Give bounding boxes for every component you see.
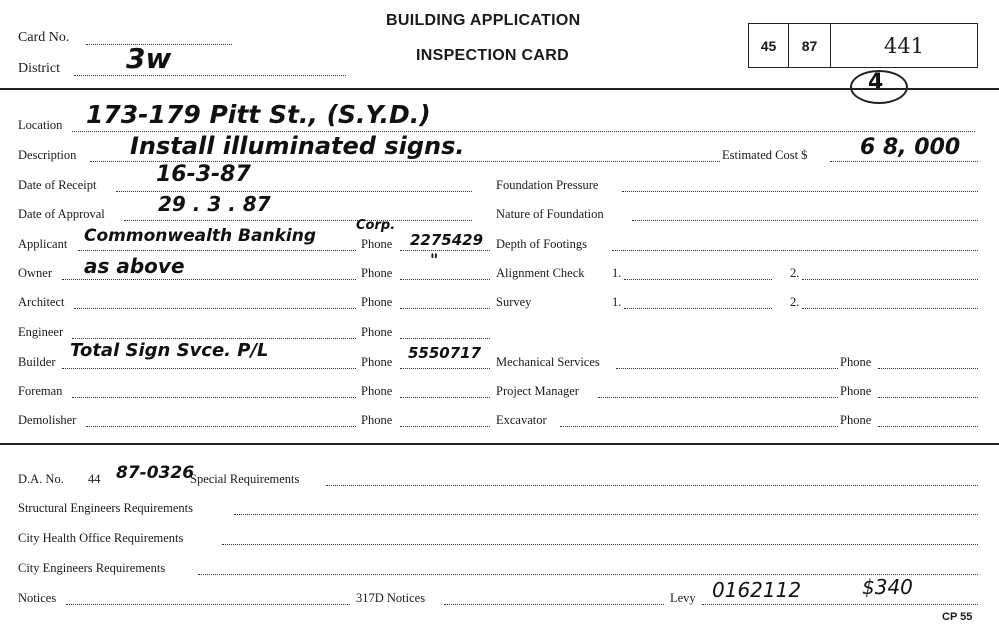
alignment-1-field[interactable]: [624, 279, 772, 280]
builder-field[interactable]: [62, 368, 356, 369]
depth-footings-field[interactable]: [612, 250, 978, 251]
builder-phone-field[interactable]: [400, 368, 490, 369]
divider-top: [0, 88, 999, 90]
notices-317d-label: 317D Notices: [356, 591, 426, 605]
mechanical-phone-label: Phone: [840, 355, 872, 369]
alignment-check-label: Alignment Check: [496, 266, 585, 280]
foundation-pressure-field[interactable]: [622, 191, 978, 192]
demolisher-phone-label: Phone: [361, 413, 393, 427]
engineer-field[interactable]: [72, 338, 356, 339]
excavator-phone-label: Phone: [840, 413, 872, 427]
project-manager-phone-field[interactable]: [878, 397, 978, 398]
project-manager-label: Project Manager: [496, 384, 579, 398]
card-no-label: Card No.: [18, 30, 70, 45]
da-prefix: 44: [88, 472, 101, 486]
survey-1-label: 1.: [612, 295, 622, 309]
applicant-value: Commonwealth Banking: [84, 226, 316, 246]
date-approval-value: 29 . 3 . 87: [158, 192, 271, 216]
mechanical-services-field[interactable]: [616, 368, 838, 369]
alignment-2-label: 2.: [790, 266, 800, 280]
city-engineers-label: City Engineers Requirements: [18, 561, 166, 575]
applicant-phone-field[interactable]: [400, 250, 490, 251]
box-cell-1: 45: [749, 24, 789, 67]
card-number-box: [748, 23, 978, 68]
district-label: District: [18, 61, 60, 76]
survey-1-field[interactable]: [624, 308, 772, 309]
da-no-label: D.A. No.: [18, 472, 64, 486]
nature-foundation-field[interactable]: [632, 220, 978, 221]
mechanical-phone-field[interactable]: [878, 368, 978, 369]
description-value: Install illuminated signs.: [130, 132, 465, 160]
survey-label: Survey: [496, 295, 532, 309]
city-health-label: City Health Office Requirements: [18, 531, 184, 545]
excavator-phone-field[interactable]: [878, 426, 978, 427]
depth-footings-label: Depth of Footings: [496, 237, 587, 251]
date-receipt-label: Date of Receipt: [18, 178, 97, 192]
foundation-pressure-label: Foundation Pressure: [496, 178, 599, 192]
estimated-cost-field[interactable]: [830, 161, 978, 162]
box-number: 441: [883, 33, 925, 58]
circled-mark-value: 4: [868, 70, 884, 95]
project-manager-phone-label: Phone: [840, 384, 872, 398]
mechanical-services-label: Mechanical Services: [496, 355, 600, 369]
levy-value-2: $340: [862, 575, 913, 599]
foreman-label: Foreman: [18, 384, 63, 398]
levy-label: Levy: [670, 591, 696, 605]
demolisher-field[interactable]: [86, 426, 356, 427]
foreman-phone-label: Phone: [361, 384, 393, 398]
nature-foundation-label: Nature of Foundation: [496, 207, 604, 221]
date-approval-field[interactable]: [124, 220, 472, 221]
estimated-cost-value: 6 8, 000: [860, 135, 961, 160]
architect-field[interactable]: [74, 308, 356, 309]
alignment-2-field[interactable]: [802, 279, 978, 280]
builder-value: Total Sign Svce. P/L: [70, 340, 269, 361]
engineer-label: Engineer: [18, 325, 64, 339]
survey-2-label: 2.: [790, 295, 800, 309]
special-requirements-label: Special Requirements: [190, 472, 300, 486]
excavator-label: Excavator: [496, 413, 547, 427]
builder-phone-value: 5550717: [408, 344, 482, 362]
divider-middle: [0, 443, 999, 445]
demolisher-phone-field[interactable]: [400, 426, 490, 427]
title-line-2: INSPECTION CARD: [416, 47, 569, 64]
box-cell-2: 87: [789, 24, 831, 67]
location-value: 173-179 Pitt St., (S.Y.D.): [86, 100, 431, 129]
architect-phone-field[interactable]: [400, 308, 490, 309]
levy-value-1: 0162112: [712, 578, 802, 602]
builder-phone-label: Phone: [361, 355, 393, 369]
engineer-phone-field[interactable]: [400, 338, 490, 339]
applicant-field[interactable]: [78, 250, 356, 251]
foreman-phone-field[interactable]: [400, 397, 490, 398]
owner-field[interactable]: [62, 279, 356, 280]
special-requirements-field[interactable]: [326, 485, 978, 486]
applicant-phone-label: Phone: [361, 237, 393, 251]
form-code: CP 55: [942, 611, 973, 623]
location-label: Location: [18, 118, 63, 132]
title-line-1: BUILDING APPLICATION: [386, 12, 581, 29]
architect-label: Architect: [18, 295, 65, 309]
da-value: 87-0326: [116, 463, 195, 483]
owner-value: as above: [84, 254, 185, 278]
applicant-value-2: Corp.: [356, 218, 396, 233]
notices-317d-field[interactable]: [444, 604, 664, 605]
date-receipt-value: 16-3-87: [156, 162, 251, 187]
notices-field[interactable]: [66, 604, 350, 605]
levy-field[interactable]: [702, 604, 978, 605]
alignment-1-label: 1.: [612, 266, 622, 280]
city-health-field[interactable]: [222, 544, 978, 545]
date-approval-label: Date of Approval: [18, 207, 105, 221]
excavator-field[interactable]: [560, 426, 838, 427]
structural-engineers-field[interactable]: [234, 514, 978, 515]
notices-label: Notices: [18, 591, 57, 605]
district-value: 3w: [126, 42, 172, 75]
foreman-field[interactable]: [72, 397, 356, 398]
owner-phone-label: Phone: [361, 266, 393, 280]
city-engineers-field[interactable]: [198, 574, 978, 575]
builder-label: Builder: [18, 355, 56, 369]
owner-phone-value: ": [430, 250, 439, 269]
applicant-label: Applicant: [18, 237, 68, 251]
architect-phone-label: Phone: [361, 295, 393, 309]
survey-2-field[interactable]: [802, 308, 978, 309]
estimated-cost-label: Estimated Cost $: [722, 148, 808, 162]
engineer-phone-label: Phone: [361, 325, 393, 339]
description-label: Description: [18, 148, 77, 162]
owner-label: Owner: [18, 266, 53, 280]
demolisher-label: Demolisher: [18, 413, 77, 427]
project-manager-field[interactable]: [598, 397, 838, 398]
applicant-phone-value: 2275429: [410, 231, 484, 249]
owner-phone-field[interactable]: [400, 279, 490, 280]
district-field[interactable]: [74, 75, 346, 76]
structural-engineers-label: Structural Engineers Requirements: [18, 501, 193, 515]
